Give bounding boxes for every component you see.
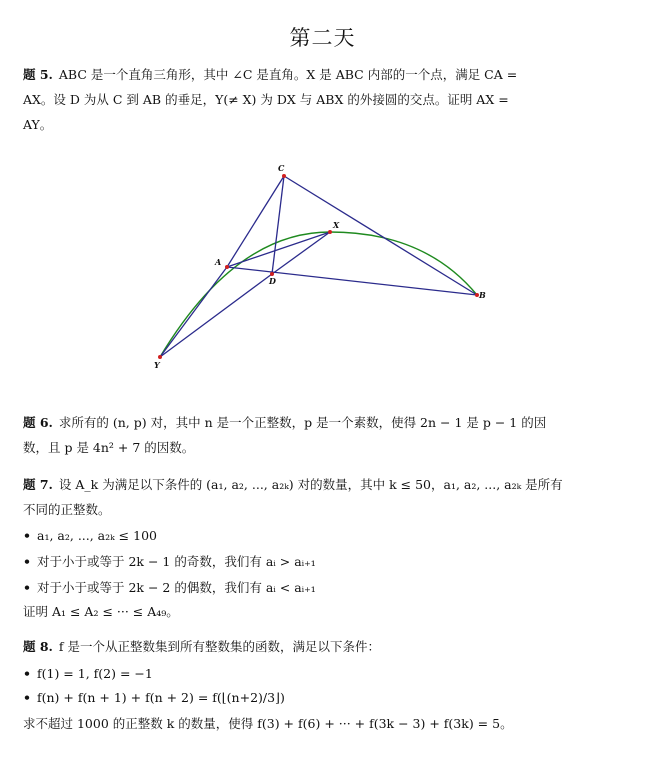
problem-7-conclusion: 证明 A₁ ≤ A₂ ≤ ··· ≤ A₄₉。 (23, 604, 179, 619)
problem-7-bullet-1-text: a₁, a₂, ..., a₂ₖ ≤ 100 (37, 528, 157, 543)
segment-cd (272, 176, 284, 274)
problem-7-bullet-3-text: 对于小于或等于 2k − 2 的偶数，我们有 aᵢ < aᵢ₊₁ (37, 580, 316, 595)
segment-dy (160, 274, 272, 357)
problem-6-text-1: 求所有的 (n, p) 对，其中 n 是一个正整数，p 是一个素数，使得 2n − 1 是 p − 1 的因 (58, 415, 547, 430)
problem-7 (23, 472, 623, 522)
problem-5-text-1: ABC 是一个直角三角形，其中 ∠C 是直角。X 是 ABC 内部的一个点，满足 CA = (58, 67, 518, 82)
page-title: 第二天 (289, 26, 356, 50)
problem-6-label: 题 6. (23, 415, 53, 430)
problem-8-bullet-2-text: f(n) + f(n + 1) + f(n + 2) = f(⌊(n+2)/3⌋) (37, 690, 285, 705)
label-b: B (479, 290, 486, 300)
problem-8-label: 题 8. (23, 639, 53, 654)
problem-8-text-1: f 是一个从正整数集到所有整数集的函数，满足以下条件： (58, 639, 381, 654)
problem-6-line-2: 数，且 p 是 4n² + 7 的因数。 (23, 440, 195, 455)
label-c: C (278, 163, 285, 173)
point-a (225, 265, 229, 269)
problem-7-line-2: 不同的正整数。 (23, 502, 111, 517)
problem-7-bullet-2-text: 对于小于或等于 2k − 1 的奇数，我们有 aᵢ > aᵢ₊₁ (37, 554, 316, 569)
circumcircle-arc (160, 232, 477, 357)
point-c (282, 174, 286, 178)
problem-5-line-3: AY。 (23, 117, 53, 132)
segment-ay (160, 267, 227, 357)
problem-6 (23, 410, 623, 460)
problem-8-bullet-1: • f(1) = 1, f(2) = −1 (23, 666, 153, 681)
label-d: D (269, 276, 276, 286)
segment-ax (227, 232, 330, 267)
label-y: Y (154, 360, 160, 370)
segment-dx (272, 232, 330, 274)
problem-7-bullet-2: • 对于小于或等于 2k − 1 的奇数，我们有 aᵢ > aᵢ₊₁ (23, 554, 316, 569)
problem-8-bullet-1-text: f(1) = 1, f(2) = −1 (37, 666, 153, 681)
point-y (158, 355, 162, 359)
label-x: X (333, 220, 340, 230)
problem-5-label: 题 5. (23, 67, 53, 82)
point-x (328, 230, 332, 234)
problem-7-text-1: 设 A_k 为满足以下条件的 (a₁, a₂, ..., a₂ₖ) 对的数量，其中 k ≤ 50，a₁, a₂, ..., a₂ₖ 是所有 (58, 477, 563, 492)
problem-7-bullet-1: • a₁, a₂, ..., a₂ₖ ≤ 100 (23, 528, 157, 543)
problem-8 (23, 634, 623, 659)
problem-8-line-1 (23, 634, 623, 659)
problem-8-conclusion: 求不超过 1000 的正整数 k 的数量，使得 f(3) + f(6) + ··· + f(3k − 3) + f(3k) = 5。 (23, 716, 513, 731)
problem-5-line-2: AX。设 D 为从 C 到 AB 的垂足，Y(≠ X) 为 DX 与 ABX 的外接圆的交点。证明 AX = (23, 92, 509, 107)
problem-6-line-1 (23, 410, 623, 435)
problem-7-label: 题 7. (23, 477, 53, 492)
label-a: A (215, 257, 222, 267)
problem-7-bullet-3: • 对于小于或等于 2k − 2 的偶数，我们有 aᵢ < aᵢ₊₁ (23, 580, 316, 595)
problem-7-line-1 (23, 472, 623, 497)
problem-8-bullet-2: • f(n) + f(n + 1) + f(n + 2) = f(⌊(n+2)/3⌋) (23, 690, 285, 705)
